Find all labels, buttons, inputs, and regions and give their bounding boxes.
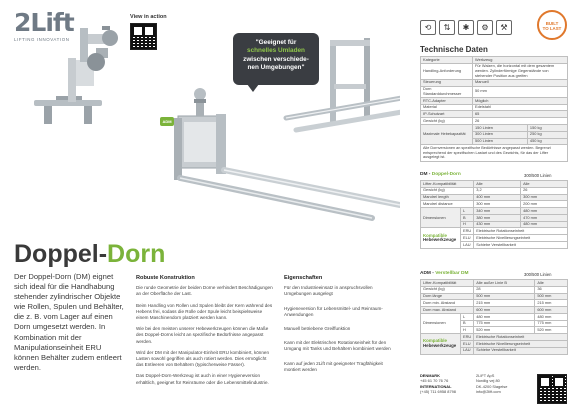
row-value: Manuell [473, 79, 568, 86]
callout-line-4: nen Umgebungen" [247, 64, 305, 72]
row-label: Dorn max. Abstand [421, 307, 474, 314]
row-value: 340 mm [474, 208, 521, 215]
row-value: 215 mm [474, 300, 535, 307]
dim-key: L [461, 313, 474, 320]
row-label: Gewicht (kg) [421, 187, 474, 194]
row-value: Alle [535, 280, 568, 287]
property-item: Manuell betriebene Greiffunktion [284, 326, 351, 332]
row-value: 300 Linien [473, 131, 528, 138]
snowflake-icon: ✱ [458, 20, 474, 35]
dm-column-header: 300/500 Linien [524, 173, 552, 178]
construction-paragraph: Die runde Geometrie der beiden Dorne verhindert Beschädigungen an der Oberfläche der Last. [136, 285, 273, 297]
badge-line-2: TO LAST [542, 26, 562, 31]
compatible-sublabel: Hebewerkzeuge [423, 342, 457, 348]
table-row [421, 86, 568, 97]
construction-column [136, 275, 274, 391]
row-label: Dorn länge [421, 293, 474, 300]
row-value: 470 mm [521, 214, 568, 221]
row-label: IP-Schutzart [421, 111, 473, 118]
adm-column-header: 300/500 Linien [524, 272, 552, 277]
table-row [421, 228, 568, 235]
logo-wordmark: 2Lift [14, 8, 74, 37]
row-label: Mandrel length [421, 194, 474, 201]
street-address: Nordlig vej 80 [476, 378, 500, 384]
compatible-tools-label [421, 334, 461, 354]
row-value: 3,2 [474, 187, 521, 194]
adm-title-highlight: Verstellbar DM [435, 271, 469, 276]
feature-icons [420, 20, 512, 36]
row-label: Kategorie [421, 57, 473, 64]
table-row [421, 286, 568, 293]
dm-title-prefix: DM - [420, 172, 432, 177]
row-value: 300 mm [521, 194, 568, 201]
tool-name: Elektrische Rotationseinheit [474, 228, 568, 235]
product-tag: ADM [160, 117, 174, 126]
view-in-action-label: View in action [130, 14, 167, 20]
tech-data-title: Technische Daten [420, 45, 488, 54]
row-value: 300 mm [474, 201, 521, 208]
international-label: INTERNATIONAL [420, 383, 452, 389]
table-row [421, 57, 568, 64]
table-row [421, 79, 568, 86]
tool-key: ELU [461, 235, 474, 242]
row-value: 775 mm [474, 320, 535, 327]
gear-icon: ⚙ [477, 20, 493, 35]
row-label: Handling-Anforderung [421, 63, 473, 79]
tool-key: LAU [461, 242, 474, 249]
tool-name: Elektrische Rotationseinheit [474, 334, 568, 341]
property-item: Hygieneversion für Lebensmittel- und Reinraum-Anwendungen [284, 305, 383, 317]
construction-heading: Robuste Konstruktion [136, 275, 195, 281]
dm-spec-table [420, 180, 568, 249]
construction-paragraph: Beim Handling von Rollen und Spulen bleibt der Kern während des Hebens frei, sodass die Rolle oder Spule leicht beispielsweise einem Maschinendorn platziert werden kann. [136, 302, 273, 321]
row-value: Alle [521, 181, 568, 188]
row-value: 520 mm [535, 327, 568, 334]
product-imagery [0, 0, 400, 240]
row-value: 430 mm [474, 221, 521, 228]
phone-block [420, 373, 472, 395]
built-to-last-badge [537, 10, 567, 40]
property-item: Kann mit der Elektrischen Rotationseinheit für den Umgang mit Tanks und Behältern kombiniert werden [284, 340, 391, 352]
row-value: 26 [521, 187, 568, 194]
tool-name: Elektrische Nivellierungseinheit [474, 235, 568, 242]
table-row [421, 208, 568, 215]
page-title [14, 240, 165, 269]
row-value: 36 [535, 286, 568, 293]
row-value: 500 mm [535, 293, 568, 300]
dim-key: B [461, 320, 474, 327]
construction-paragraph: Wie bei den meisten unserer Hebewerkzeugen können die Maße des Doppel-Dorns leicht an spezifische Bedürfnisse angepasst werden. [136, 326, 269, 344]
dm-title-highlight: Doppel-Dorn [431, 172, 461, 177]
row-value: 400 mm [474, 194, 521, 201]
callout-line-1: "Geeignet für [255, 39, 297, 46]
row-value: 150 kg [527, 125, 567, 132]
callout-bubble [233, 33, 319, 85]
tool-name: Elektrische Nivellierungseinheit [474, 341, 568, 348]
row-value: 380 mm [474, 214, 521, 221]
property-item: Für den Industrieeinsatz in anspruchsvollen Umgebungen ausgelegt [284, 285, 373, 297]
row-label: Dimensionen [421, 313, 461, 333]
row-value: 26 [473, 118, 568, 125]
email-link[interactable]: info@2lift.com [476, 389, 501, 395]
country-label: DENMARK [420, 373, 440, 378]
tool-key: LAU [461, 347, 474, 354]
logo-tagline: LIFTING INNOVATION [14, 37, 70, 42]
badge-line-1: BUILT [545, 21, 559, 26]
tool-name: Schiebe Verstellbarkeit [474, 242, 568, 249]
row-value: Möglich [473, 97, 568, 104]
dim-key: B [461, 214, 474, 221]
row-value: 215 mm [535, 300, 568, 307]
dim-key: H [461, 221, 474, 228]
tool-key: ELU [461, 341, 474, 348]
row-label: Dimensionen [421, 208, 461, 228]
compatible-sublabel: Hebewerkzeuge [423, 237, 457, 243]
compatible-tools-label [421, 228, 461, 248]
city-address: DK-4200 Slagelse [476, 383, 508, 389]
table-row [421, 181, 568, 188]
row-value: 250 kg [527, 131, 567, 138]
row-label: Maximale Hebekapazität [421, 125, 473, 145]
row-value: 50 mm [473, 86, 568, 97]
compatible-label: Kompatible [423, 338, 447, 344]
table-row [421, 300, 568, 307]
row-label: Dorn Standarddurchmesser [421, 86, 473, 97]
row-value: 480 mm [474, 313, 535, 320]
row-value: Edelstahl [473, 104, 568, 111]
row-label: Gewicht (kg) [421, 286, 474, 293]
dim-key: H [461, 327, 474, 334]
tool-name: Schiebe Verstellbarkeit [474, 347, 568, 354]
company-name: 2LIFT ApS [476, 373, 495, 378]
phone-number[interactable]: (+45) 711 6958 8798 [420, 389, 456, 395]
address-block [476, 373, 530, 395]
row-label: Material [421, 104, 473, 111]
updown-icon: ⇅ [439, 20, 455, 35]
row-value: 500 mm [474, 293, 535, 300]
row-value: 65 [473, 111, 568, 118]
tool-key: ERU [461, 334, 474, 341]
table-row [421, 104, 568, 111]
table-row [421, 187, 568, 194]
table-row [421, 118, 568, 125]
title-part-1: Doppel- [14, 240, 108, 268]
row-value: 28 [474, 286, 535, 293]
row-label: Steuerung [421, 79, 473, 86]
row-value: 480 mm [535, 313, 568, 320]
tools-icon: ⚒ [496, 20, 512, 35]
row-value: Werkzeug [473, 57, 568, 64]
row-value: 600 mm [474, 307, 535, 314]
row-value: 520 mm [474, 327, 535, 334]
row-label: RTC-Adapter [421, 97, 473, 104]
construction-paragraph: Wird der DM mit der Manipulator-Einheit ERU kombiniert, können Lasten sowohl gegriffen als auch rotiert werden. Dies ermöglicht das Entleeren von Behältern (typischerweise Fässer). [136, 349, 270, 368]
callout-line-2: schnelles Umladen [247, 47, 305, 55]
adm-section-title [420, 271, 568, 276]
properties-column [284, 275, 398, 381]
property-item: Kann auf jeden 2Lift mit geeigneter Tragfähigkeit montiert werden [284, 360, 383, 372]
title-part-2: Dorn [107, 240, 166, 268]
tech-note: Alle Dornversionen an spezifische Bedürfnisse angepasst werden. Begrenzt entsprechend der spezifischen Lastart und des Gewichts, für das der Lifter ausgelegt ist. [420, 144, 568, 162]
table-row [421, 63, 568, 79]
tool-key: ERU [461, 228, 474, 235]
row-value: Für Walzen, die horizontal mit dem gesamtem werden. Zylinderförmige Gegenstände von stehender Position aus greifen [473, 63, 568, 79]
row-label: Dorn min. Abstand [421, 300, 474, 307]
dm-section-title [420, 172, 568, 177]
row-value: 450 kg [527, 138, 567, 145]
table-row [421, 334, 568, 341]
cleanroom-icon: ⟲ [420, 20, 436, 35]
adm-title-prefix: ADM - [420, 271, 436, 276]
table-row [421, 307, 568, 314]
qr-code-icon[interactable] [537, 374, 567, 404]
construction-paragraph: Das Doppel-Dorn-Werkzeug ist auch in einer Hygieneversion erhältlich, geeignet für Reinräume oder die Lebensmittelindustrie. [136, 373, 269, 385]
row-value: Alle [474, 181, 521, 188]
table-row [421, 97, 568, 104]
row-value: 480 mm [521, 221, 568, 228]
table-row [421, 280, 568, 287]
tech-data-table [420, 56, 568, 145]
table-row [421, 194, 568, 201]
intro-paragraph: Der Doppel-Dorn (DM) eignet sich ideal für die Handhabung stehender zylindrischer Objekte wie Rollen, Spulen und Behälter, die z. B. vom Lager auf einen Dorn umgesetzt werden. In Kombination mit der Manipulationseinheit ERU können Behälter zudem entleert werden. [14, 272, 124, 372]
row-label: Gewicht (kg) [421, 118, 473, 125]
row-label: Lifter-Kompatibilität [421, 280, 474, 287]
phone-number[interactable]: +45 61 70 76 76 [420, 378, 449, 384]
table-row [421, 111, 568, 118]
row-value: 775 mm [535, 320, 568, 327]
row-label: Mandrel distance [421, 201, 474, 208]
row-value: 480 mm [521, 208, 568, 215]
table-row [421, 125, 568, 132]
row-value: 600 mm [535, 307, 568, 314]
table-row [421, 293, 568, 300]
row-value: 500 Linien [473, 138, 528, 145]
lifter-machine-illustration [34, 26, 118, 124]
row-value: 150 Linien [473, 125, 528, 132]
table-row [421, 313, 568, 320]
row-value: Alle außer Linie B [474, 280, 535, 287]
properties-heading: Eigenschaften [284, 275, 323, 281]
dim-key: L [461, 208, 474, 215]
row-value: 200 mm [521, 201, 568, 208]
compatible-label: Kompatible [423, 232, 447, 238]
row-label: Lifter-Kompatibilität [421, 181, 474, 188]
table-row [421, 201, 568, 208]
callout-line-3: zwischen verschiede- [243, 55, 309, 63]
adm-spec-table [420, 279, 568, 355]
